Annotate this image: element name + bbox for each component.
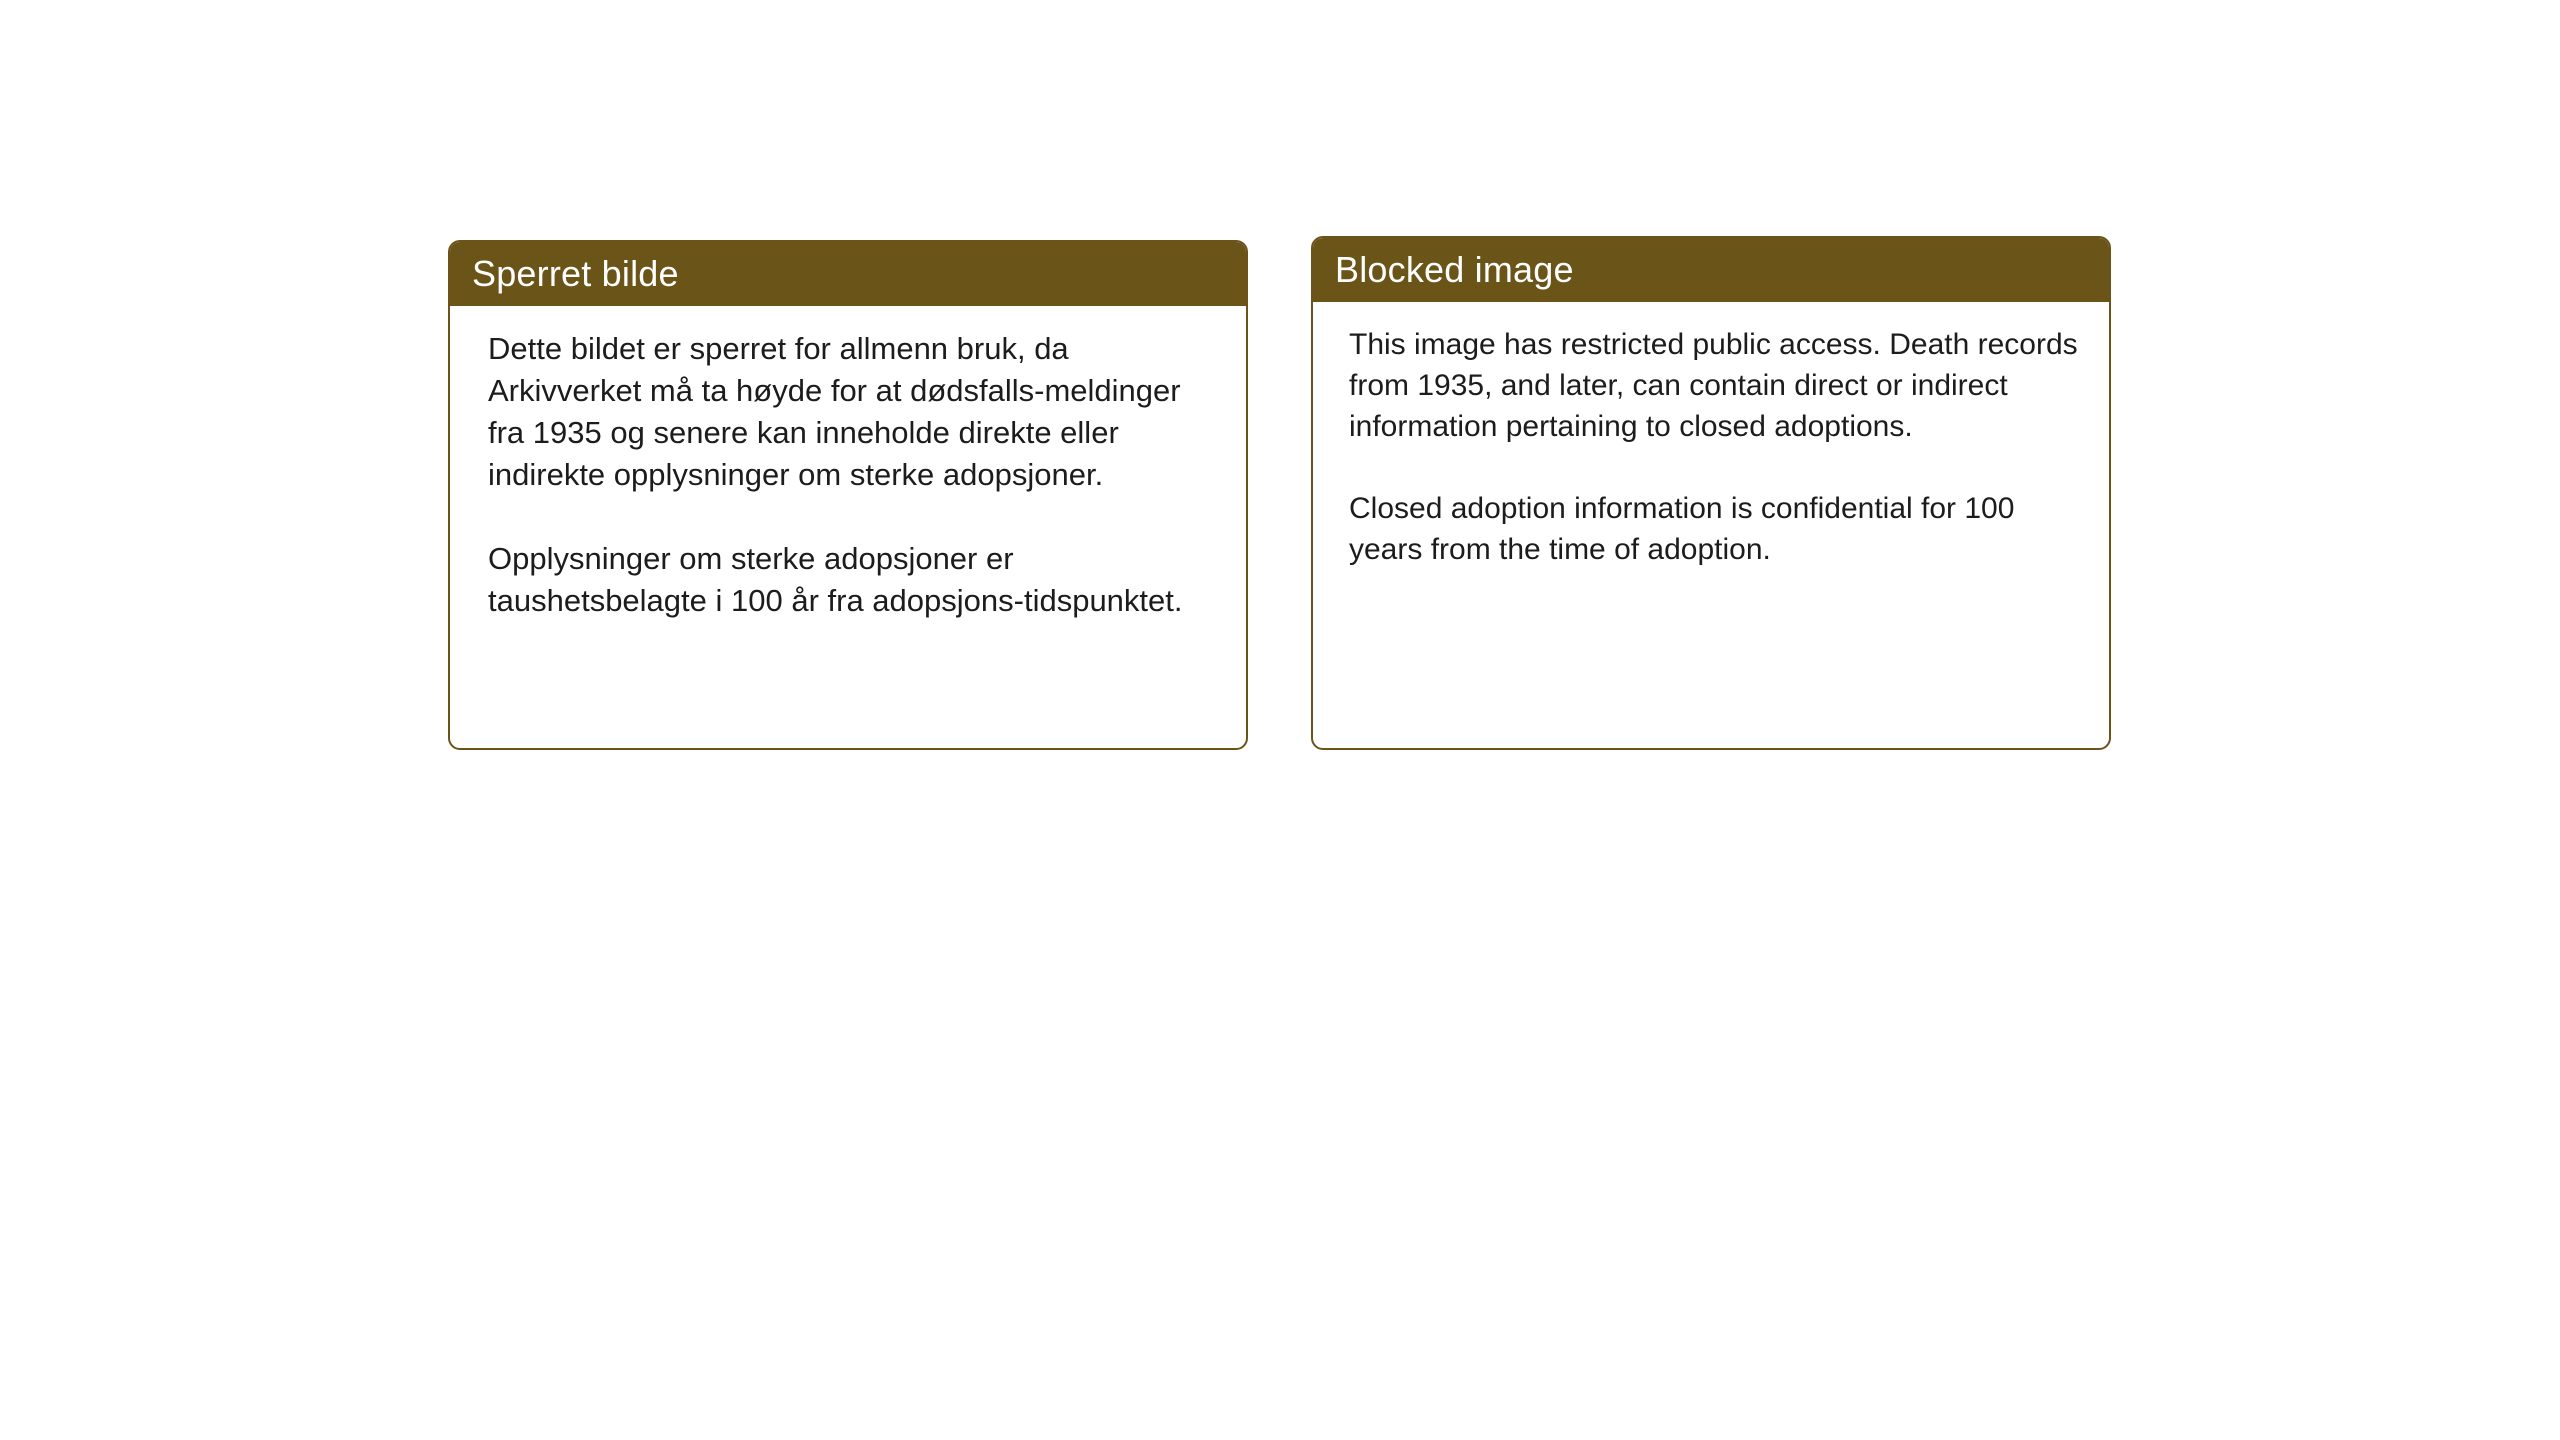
- blocked-image-panel-english: [1311, 236, 2111, 750]
- panel-body-norwegian: [450, 306, 1246, 642]
- panel-title-english: Blocked image: [1313, 238, 2109, 302]
- panel-title-norwegian: Sperret bilde: [450, 242, 1246, 306]
- panel-paragraph-norwegian-1: Dette bildet er sperret for allmenn bruk, da Arkivverket må ta høyde for at dødsfalls-meldinger fra 1935 og senere kan inneholde direkte eller indirekte opplysninger om sterke adopsjoner.: [488, 331, 1181, 492]
- blocked-image-panel-norwegian: [448, 240, 1248, 750]
- panel-body-english: [1313, 302, 2109, 590]
- panel-paragraph-english-1: This image has restricted public access. Death records from 1935, and later, can contain direct or indirect information pertaining to closed adoptions.: [1349, 328, 2078, 443]
- panel-paragraph-english-2: Closed adoption information is confidential for 100 years from the time of adoption.: [1349, 492, 2015, 566]
- panel-paragraph-norwegian-2: Opplysninger om sterke adopsjoner er taushetsbelagte i 100 år fra adopsjons-tidspunktet.: [488, 541, 1183, 618]
